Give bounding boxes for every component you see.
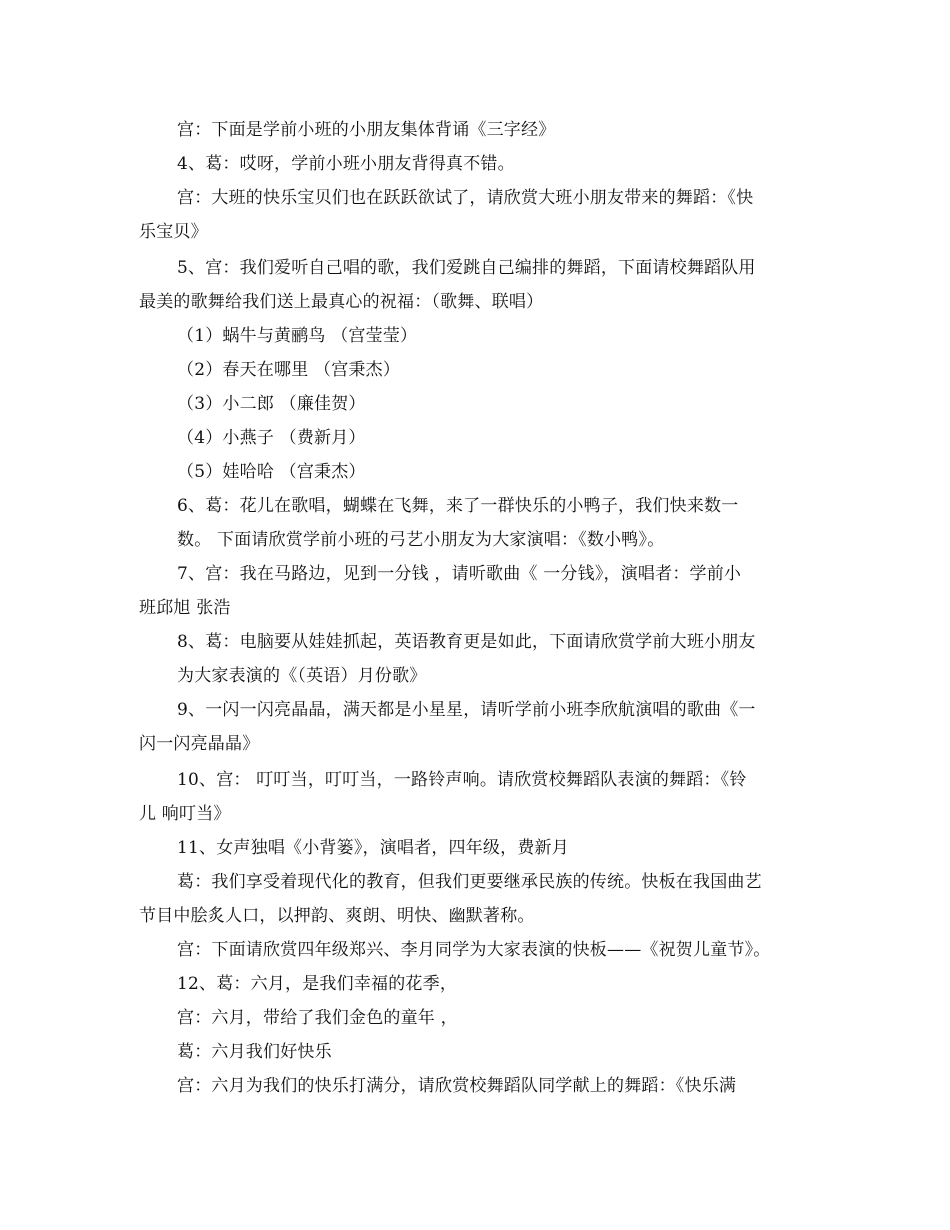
text-line: 12、葛：六月，是我们幸福的花季，	[177, 974, 458, 994]
text-line: 数。 下面请欣赏学前小班的弓艺小朋友为大家演唱：《数小鸭》。	[177, 530, 665, 550]
text-line: 6、葛：花儿在歌唱，蝴蝶在飞舞，来了一群快乐的小鸭子，我们快来数一	[177, 496, 739, 516]
text-line: 宫：下面请欣赏四年级郑兴、李月同学为大家表演的快板——《祝贺儿童节》。	[177, 940, 771, 960]
text-line: 宫：大班的快乐宝贝们也在跃跃欲试了，请欣赏大班小朋友带来的舞蹈：《快	[177, 188, 754, 208]
text-line: 节目中脍炙人口，以押韵、爽朗、明快、幽默著称。	[139, 906, 535, 926]
text-line: 9、一闪一闪亮晶晶，满天都是小星星，请听学前小班李欣航演唱的歌曲《一	[177, 700, 756, 720]
text-line: 11、女声独唱《小背篓》，演唱者，四年级，费新月	[177, 838, 569, 858]
text-line: 葛：我们享受着现代化的教育，但我们更要继承民族的传统。快板在我国曲艺	[177, 872, 762, 892]
text-line: 10、宫： 叮叮当，叮叮当，一路铃声响。请欣赏校舞蹈队表演的舞蹈：《铃	[177, 770, 747, 790]
text-line: 葛：六月我们好快乐	[177, 1042, 332, 1062]
song-item: （1）蜗牛与黄鹂鸟 （宫莹莹）	[177, 326, 418, 346]
text-line: 7、宫：我在马路边，见到一分钱 ，请听歌曲《 一分钱》，演唱者：学前小	[177, 564, 742, 584]
text-line: 班邱旭 张浩	[139, 598, 231, 618]
text-line: 闪一闪亮晶晶》	[139, 734, 260, 754]
text-line: 最美的歌舞给我们送上最真心的祝福：（歌舞、联唱）	[139, 292, 544, 312]
text-line: 宫：六月为我们的快乐打满分，请欣赏校舞蹈队同学献上的舞蹈：《快乐满	[177, 1076, 737, 1096]
text-line: 乐宝贝》	[139, 222, 208, 242]
text-line: 5、宫：我们爱听自己唱的歌，我们爱跳自己编排的舞蹈，下面请校舞蹈队用	[177, 258, 756, 278]
song-item: （3）小二郎 （廉佳贺）	[177, 394, 366, 414]
text-line: 儿 响叮当》	[139, 804, 231, 824]
text-line: 为大家表演的《（英语）月份歌》	[177, 666, 427, 686]
song-item: （4）小燕子 （费新月）	[177, 428, 366, 448]
song-item: （5）娃哈哈 （宫秉杰）	[177, 462, 366, 482]
song-item: （2）春天在哪里 （宫秉杰）	[177, 360, 401, 380]
text-line: 4、葛：哎呀，学前小班小朋友背得真不错。	[177, 154, 515, 174]
text-line: 8、葛：电脑要从娃娃抓起，英语教育更是如此，下面请欣赏学前大班小朋友	[177, 632, 756, 652]
text-line: 宫：下面是学前小班的小朋友集体背诵《三字经》	[177, 120, 556, 140]
text-line: 宫：六月，带给了我们金色的童年 ，	[177, 1008, 458, 1028]
